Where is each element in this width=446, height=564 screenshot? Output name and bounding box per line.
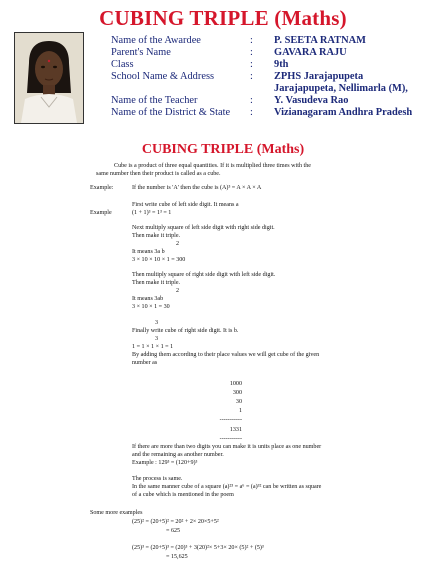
colon: : bbox=[250, 47, 253, 58]
sum-total: 1331 bbox=[229, 427, 242, 433]
step-text: and the remaining as another number. bbox=[132, 452, 224, 458]
teacher-label: Name of the Teacher bbox=[111, 95, 198, 106]
step-text: of a cube which is mentioned in the poem bbox=[132, 492, 234, 498]
awardee-photo bbox=[14, 32, 84, 124]
school-address-value: Jarajapupeta, Nellimarla (M), bbox=[274, 83, 408, 94]
divider: ----------- bbox=[219, 417, 242, 423]
colon: : bbox=[250, 59, 253, 70]
superscript-number: 3 bbox=[155, 320, 159, 326]
calculation: 3 × 10 × 1 = 30 bbox=[132, 304, 170, 310]
colon: : bbox=[250, 107, 253, 118]
parent-name-label: Parent's Name bbox=[111, 47, 171, 58]
class-value: 9th bbox=[274, 59, 289, 70]
awardee-name-value: P. SEETA RATNAM bbox=[274, 35, 366, 46]
colon: : bbox=[250, 95, 253, 106]
step-text: In the same manner cube of a square (a)²³ = a⁶ = (a)³² can be written as square bbox=[132, 484, 322, 490]
step-text: By adding them according to their place values we will get cube of the given bbox=[132, 352, 320, 358]
school-label: School Name & Address bbox=[111, 71, 215, 82]
district-label: Name of the District & State bbox=[111, 107, 231, 118]
example-text: Example : 129³ = (120+9)³ bbox=[132, 460, 198, 466]
student-portrait bbox=[15, 33, 83, 123]
step-text: Then make it triple. bbox=[132, 233, 181, 239]
step-text: Then multiply square of right side digit with left side digit. bbox=[132, 272, 276, 278]
parent-name-value: GAVARA RAJU bbox=[274, 47, 347, 58]
step-text: It means 3a b bbox=[132, 249, 165, 255]
step-text: number as bbox=[132, 360, 158, 366]
school-value: ZPHS Jarajapupeta bbox=[274, 71, 364, 82]
step-text: If there are more than two digits you can make it is units place as one number bbox=[132, 444, 322, 450]
example-equation: (25)² = (20+5)² = 20² + 2× 20×5+5² bbox=[132, 519, 219, 525]
example-text: If the number is 'A' then the cube is (A)³ = A × A × A bbox=[132, 185, 262, 191]
example-label: Example bbox=[90, 210, 112, 216]
class-label: Class bbox=[111, 59, 134, 70]
superscript-number: 2 bbox=[176, 288, 180, 294]
sum-term: 1 bbox=[238, 408, 242, 414]
colon: : bbox=[250, 71, 253, 82]
step-text: Next multiply square of left side digit with right side digit. bbox=[132, 225, 275, 231]
sum-term: 300 bbox=[232, 390, 242, 396]
sum-term: 30 bbox=[235, 399, 242, 405]
example-result: = 625 bbox=[166, 528, 181, 534]
divider: ----------- bbox=[219, 436, 242, 442]
section-title: CUBING TRIPLE (Maths) bbox=[141, 142, 305, 157]
example-text: (1 + 1)³ = 1³ = 1 bbox=[132, 210, 172, 216]
step-text: Finally write cube of right side digit. It is b. bbox=[132, 328, 239, 334]
superscript-number: 3 bbox=[155, 336, 159, 342]
example-label: Example: bbox=[90, 185, 114, 191]
intro-line: same number then their product is called as a cube. bbox=[96, 171, 221, 177]
calculation: 3 × 10 × 10 × 1 = 300 bbox=[132, 257, 186, 263]
awardee-name-label: Name of the Awardee bbox=[111, 35, 201, 46]
step-text: It means 3ab bbox=[132, 296, 164, 302]
example-result: = 15,625 bbox=[166, 554, 188, 560]
example-equation: (25)³ = (20+5)³ = (20)³ + 3(20)²× 5+3× 20× (5)² + (5)³ bbox=[132, 545, 264, 551]
colon: : bbox=[250, 35, 253, 46]
step-text: The process is same. bbox=[132, 476, 183, 482]
teacher-value: Y. Vasudeva Rao bbox=[274, 95, 349, 106]
examples-heading: Some more examples bbox=[90, 510, 143, 516]
sum-term: 1000 bbox=[229, 381, 242, 387]
step-text: First write cube of left side digit. It means a bbox=[132, 202, 239, 208]
calculation: 1 = 1 × 1 × 1 = 1 bbox=[132, 344, 174, 350]
superscript-number: 2 bbox=[176, 241, 180, 247]
page-title: CUBING TRIPLE (Maths) bbox=[99, 6, 347, 30]
intro-line: Cube is a product of three equal quantities. If it is multiplied three times with the bbox=[114, 163, 311, 169]
step-text: Then make it triple. bbox=[132, 280, 181, 286]
district-value: Vizianagaram Andhra Pradesh bbox=[274, 107, 413, 118]
